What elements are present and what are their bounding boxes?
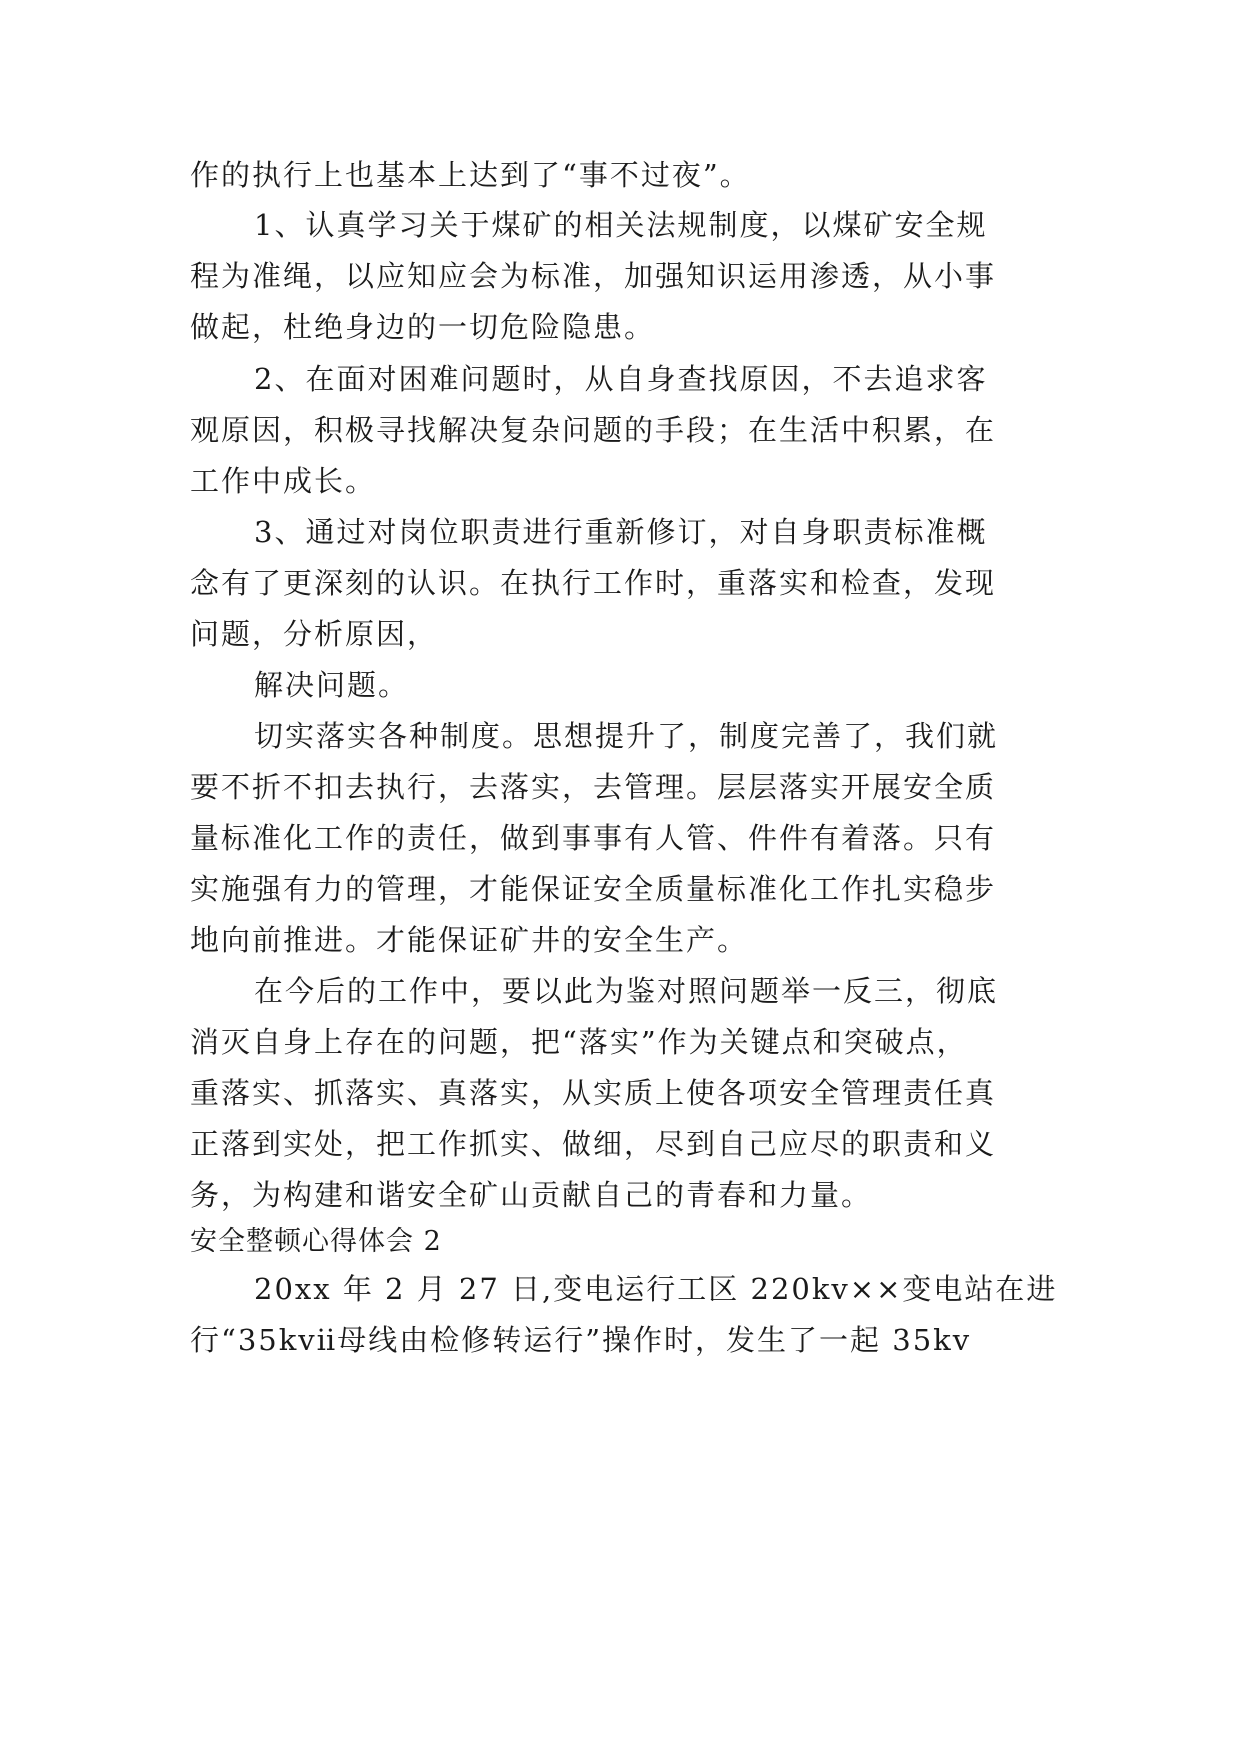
text-line: 正落到实处，把工作抓实、做细，尽到自己应尽的职责和义 <box>190 1127 997 1161</box>
text-line: 量标准化工作的责任，做到事事有人管、件件有着落。只有 <box>190 821 997 855</box>
text-line: 工作中成长。 <box>190 464 377 498</box>
text-line: 要不折不扣去执行，去落实，去管理。层层落实开展安全质 <box>190 770 997 804</box>
text-line: 念有了更深刻的认识。在执行工作时，重落实和检查，发现 <box>190 566 997 600</box>
text-line: 做起，杜绝身边的一切危险隐患。 <box>190 310 656 344</box>
text-line: 消灭自身上存在的问题，把“落实”作为关键点和突破点， <box>190 1025 968 1059</box>
text-line: 3、通过对岗位职责进行重新修订，对自身职责标准概 <box>254 515 988 549</box>
text-line: 重落实、抓落实、真落实，从实质上使各项安全管理责任真 <box>190 1076 997 1110</box>
text-line: 2、在面对困难问题时，从自身查找原因，不去追求客 <box>254 362 988 396</box>
text-line: 务，为构建和谐安全矿山贡献自己的青春和力量。 <box>190 1178 873 1212</box>
text-line: 行“35kvⅱ母线由检修转运行”操作时，发生了一起 35kv <box>190 1323 972 1357</box>
text-line: 在今后的工作中，要以此为鉴对照问题举一反三，彻底 <box>254 974 999 1008</box>
text-line: 观原因，积极寻找解决复杂问题的手段；在生活中积累，在 <box>190 413 997 447</box>
section-heading: 安全整顿心得体会 2 <box>190 1226 442 1257</box>
text-line: 程为准绳，以应知应会为标准，加强知识运用渗透，从小事 <box>190 259 997 293</box>
text-line: 实施强有力的管理，才能保证安全质量标准化工作扎实稳步 <box>190 872 997 906</box>
text-line: 作的执行上也基本上达到了“事不过夜”。 <box>190 158 751 192</box>
text-line: 问题，分析原因， <box>190 617 439 651</box>
text-line: 切实落实各种制度。思想提升了，制度完善了，我们就 <box>254 719 999 753</box>
text-line: 解决问题。 <box>254 668 410 702</box>
text-line: 20xx 年 2 月 27 日,变电运行工区 220kv××变电站在进 <box>254 1272 1058 1306</box>
text-line: 地向前推进。才能保证矿井的安全生产。 <box>190 923 749 957</box>
text-line: 1、认真学习关于煤矿的相关法规制度，以煤矿安全规 <box>254 208 988 242</box>
